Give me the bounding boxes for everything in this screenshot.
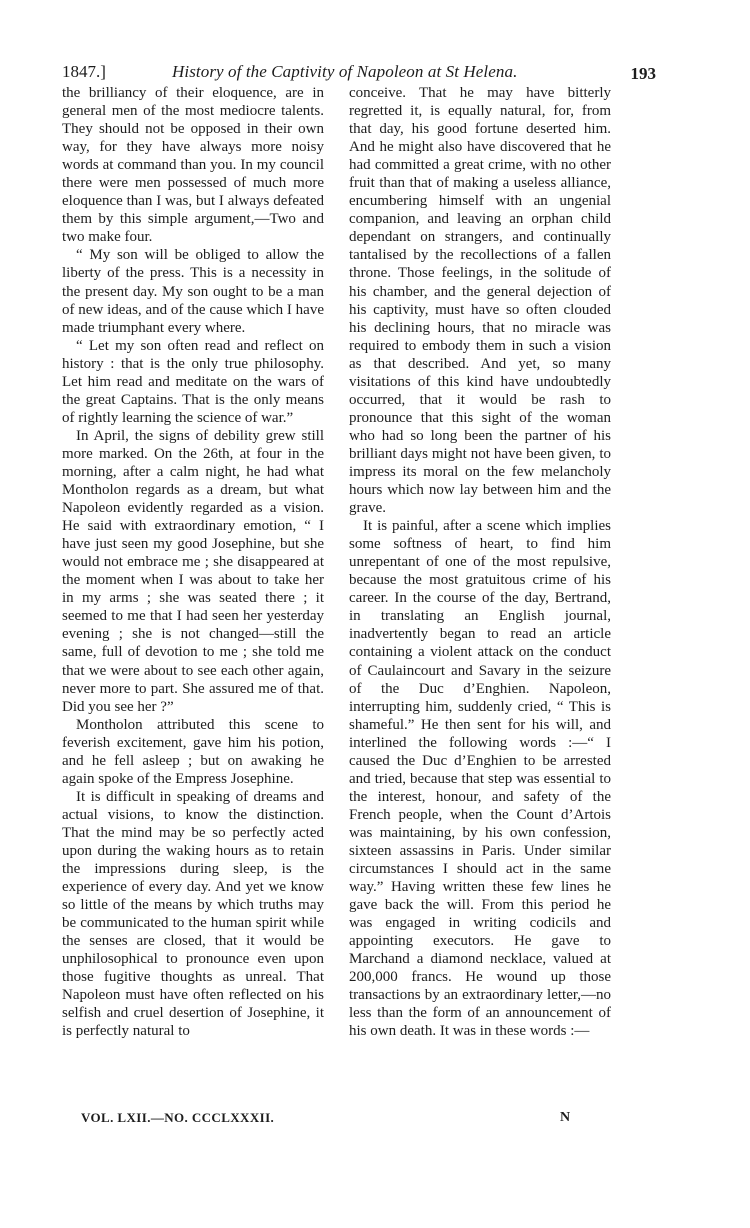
header-year: 1847.] (62, 62, 106, 81)
paragraph: the brilliancy of their eloquence, are in general men of the most mediocre talents. They should not be opposed in their own way, for they have always more noisy words at command than you. In my council there were men possessed of much more eloquence than I was, but I always defeated them by this simple argument,—Two and two make four. (62, 85, 324, 246)
paragraph: In April, the signs of debility grew still more marked. On the 26th, at four in the morning, after a calm night, he had what Montholon regards as a dream, but what Napoleon evidently regarded as a vision. He said with extraordinary emotion, “ I have just seen my good Josephine, but she would not embrace me ; she disappeared at the moment when I was about to take her in my arms ; she was seated there ; it seemed to me that I had seen her yesterday evening ; she is not changed—still the same, full of devotion to me ; she told me that we were about to see each other again, never more to part. She assured me of that. Did you see her ?” (62, 427, 324, 715)
signature-mark: N (560, 1110, 571, 1125)
paragraph: “ Let my son often read and reflect on history : that is the only true philosophy. Let him read and meditate on the wars of the great Captains. That is the only means of rightly learning the science of war.” (62, 337, 324, 426)
paragraph: conceive. That he may have bitterly regretted it, is equally natural, for, from that day, his good fortune deserted him. And he might also have discovered that he had committed a great crime, with no other fruit than that of making a useless alliance, encumbering himself with an ungenial companion, and leaving an orphan child dependant on strangers, and continually tantalised by the recollections of a fallen throne. Those feelings, in the solitude of his chamber, and the general dejection of his captivity, must have so often clouded his declining hours, that no miracle was required to embody them in such a vision as that described. And yet, so many visitations of this kind have undoubtedly occurred, that it would be rash to pronounce that this sight of the woman who had so long been the partner of his brilliant days might not have been given, to impress its moral on the few melancholy hours which now lay between him and the grave. (349, 85, 611, 517)
volume-footer: VOL. LXII.—NO. CCCLXXXII. (81, 1110, 275, 1125)
paragraph: It is painful, after a scene which implies some softness of heart, to find him unrepentant of one of the most repulsive, because the most gratuitous crime of his career. In the course of the day, Bertrand, in translating an English journal, inadvertently began to read an article containing a violent attack on the conduct of Caulaincourt and Savary in the seizure of the Duc d’Enghien. Napoleon, interrupting him, suddenly cried, “ This is shameful.” He then sent for his will, and interlined the following words :—“ I caused the Duc d’Enghien to be arrested and tried, because that step was essential to the interest, honour, and safety of the French people, when the Count d’Artois was maintaining, by his own confession, sixteen assassins in Paris. Under similar circumstances I should act in the same way.” Having written these few lines he gave back the will. From this period he was engaged in writing codicils and appointing executors. He gave to Marchand a diamond necklace, valued at 200,000 francs. He wound up those transactions by an extraordinary letter,—no less than the form of an announcement of his own death. It was in these words :— (349, 518, 611, 1040)
running-title: History of the Captivity of Napoleon at St Helena. (172, 62, 518, 81)
paragraph: Montholon attributed this scene to feverish excitement, gave him his potion, and he fell asleep ; but on awaking he again spoke of the Empress Josephine. (62, 716, 324, 787)
right-column (349, 84, 611, 1040)
paragraph: It is difficult in speaking of dreams and actual visions, to know the distinction. That the mind may be so perfectly acted upon during the waking hours as to retain the impressions during sleep, is the experience of every day. And yet we know so little of the means by which truths may be communicated to the human spirit while the senses are closed, that it would be unphilosophical to pronounce even upon those fugitive thoughts as unreal. That Napoleon must have often reflected on his selfish and cruel desertion of Josephine, it is perfectly natural to (62, 788, 324, 1040)
running-header (62, 62, 656, 86)
paragraph: “ My son will be obliged to allow the liberty of the press. This is a necessity in the present day. My son ought to be a man of new ideas, and of the cause which I have made triumphant every where. (62, 247, 324, 336)
page-number: 193 (630, 64, 656, 83)
left-column (62, 84, 324, 1040)
